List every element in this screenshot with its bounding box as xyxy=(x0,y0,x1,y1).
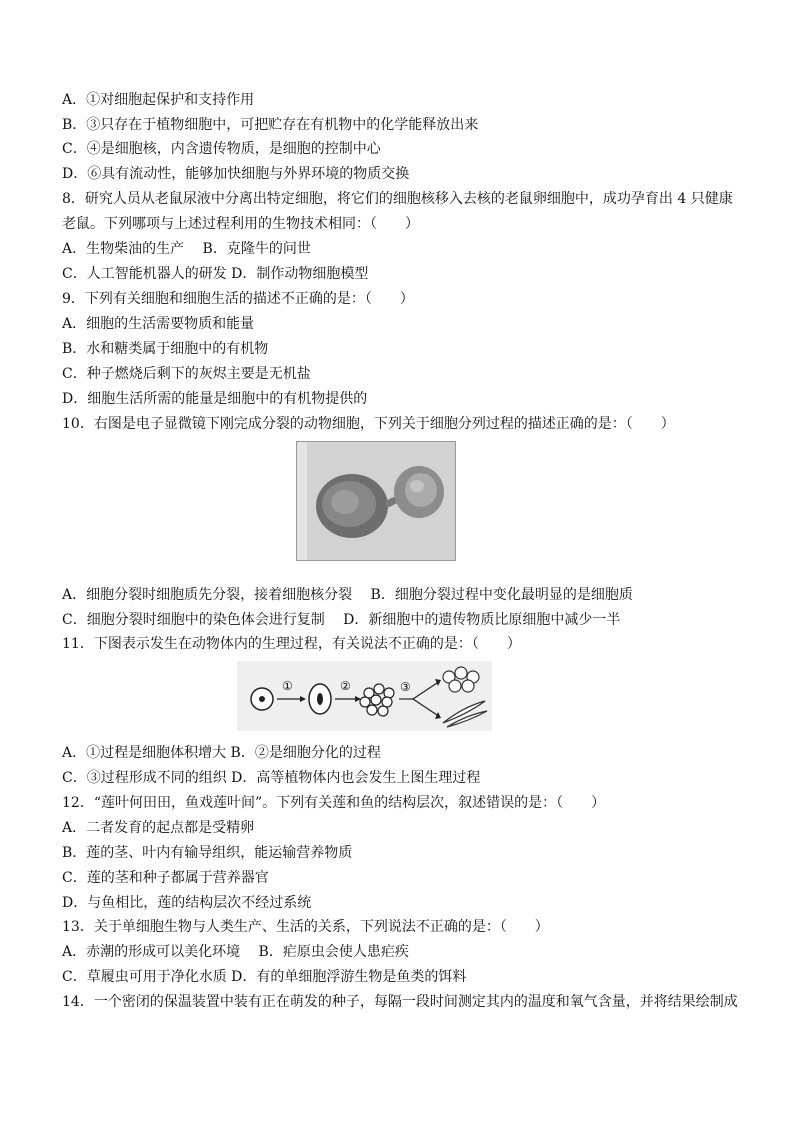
q8-stem-line1: 8．研究人员从老鼠尿液中分离出特定细胞，将它们的细胞核移入去核的老鼠卵细胞中，成功孕育出 4 只健康 xyxy=(62,191,733,207)
q9-stem: 9．下列有关细胞和细胞生活的描述不正确的是：（ ） xyxy=(62,291,414,307)
q12-option-a: A．二者发育的起点都是受精卵 xyxy=(62,820,255,836)
step-1-label: ① xyxy=(282,679,293,693)
step-3-label: ③ xyxy=(400,680,411,694)
q14-stem: 14．一个密闭的保温装置中装有正在萌发的种子，每隔一段时间测定其内的温度和氧气含量，并将结果绘制成 xyxy=(62,994,738,1010)
dividing-cell-drawing xyxy=(297,442,455,560)
q13-options-ab: A．赤潮的形成可以美化环境 B．疟原虫会使人患疟疾 xyxy=(62,944,409,960)
q9-option-d: D．细胞生活所需的能量是细胞中的有机物提供的 xyxy=(62,391,368,407)
q12-option-b: B．莲的茎、叶内有输导组织，能运输营养物质 xyxy=(62,845,353,861)
q7-option-d: D．⑥具有流动性，能够加快细胞与外界环境的物质交换 xyxy=(62,166,410,182)
q13-stem: 13．关于单细胞生物与人类生产、生活的关系，下列说法不正确的是：（ ） xyxy=(62,919,549,935)
q8-stem-line2: 老鼠。下列哪项与上述过程利用的生物技术相同：（ ） xyxy=(62,216,419,232)
q12-option-c: C．莲的茎和种子都属于营养器官 xyxy=(62,870,269,886)
q12-option-d: D．与鱼相比，莲的结构层次不经过系统 xyxy=(62,895,312,911)
q8-options-cd: C．人工智能机器人的研发 D．制作动物细胞模型 xyxy=(62,266,369,282)
dividing-cell-micrograph xyxy=(296,441,456,561)
q10-options-cd: C．细胞分裂时细胞中的染色体会进行复制 D．新细胞中的遗传物质比原细胞中减少一半 xyxy=(62,612,621,628)
q7-option-c: C．④是细胞核，内含遗传物质，是细胞的控制中心 xyxy=(62,141,381,157)
q11-stem: 11．下图表示发生在动物体内的生理过程，有关说法不正确的是：（ ） xyxy=(62,636,521,652)
q10-stem: 10．右图是电子显微镜下刚完成分裂的动物细胞，下列关于细胞分列过程的描述正确的是：（ ） xyxy=(62,416,675,432)
process-diagram-drawing xyxy=(237,661,492,731)
step-2-label: ② xyxy=(340,679,351,693)
q12-stem: 12．“莲叶何田田，鱼戏莲叶间”。下列有关莲和鱼的结构层次，叙述错误的是：（ ） xyxy=(62,795,606,811)
q7-option-b: B．③只存在于植物细胞中，可把贮存在有机物中的化学能释放出来 xyxy=(62,117,479,133)
q9-option-c: C．种子燃烧后剩下的灰烬主要是无机盐 xyxy=(62,366,311,382)
q11-options-cd: C．③过程形成不同的组织 D．高等植物体内也会发生上图生理过程 xyxy=(62,770,481,786)
q10-options-ab: A．细胞分裂时细胞质先分裂，接着细胞核分裂 B．细胞分裂过程中变化最明显的是细胞质 xyxy=(62,587,633,603)
q9-option-b: B．水和糖类属于细胞中的有机物 xyxy=(62,341,269,357)
q9-option-a: A．细胞的生活需要物质和能量 xyxy=(62,316,255,332)
q13-options-cd: C．草履虫可用于净化水质 D．有的单细胞浮游生物是鱼类的饵料 xyxy=(62,969,467,985)
cell-division-differentiation-diagram xyxy=(237,661,492,731)
q8-options-ab: A．生物柴油的生产 B．克隆牛的问世 xyxy=(62,241,311,257)
q11-options-ab: A．①过程是细胞体积增大 B．②是细胞分化的过程 xyxy=(62,745,381,761)
q7-option-a: A．①对细胞起保护和支持作用 xyxy=(62,92,255,108)
